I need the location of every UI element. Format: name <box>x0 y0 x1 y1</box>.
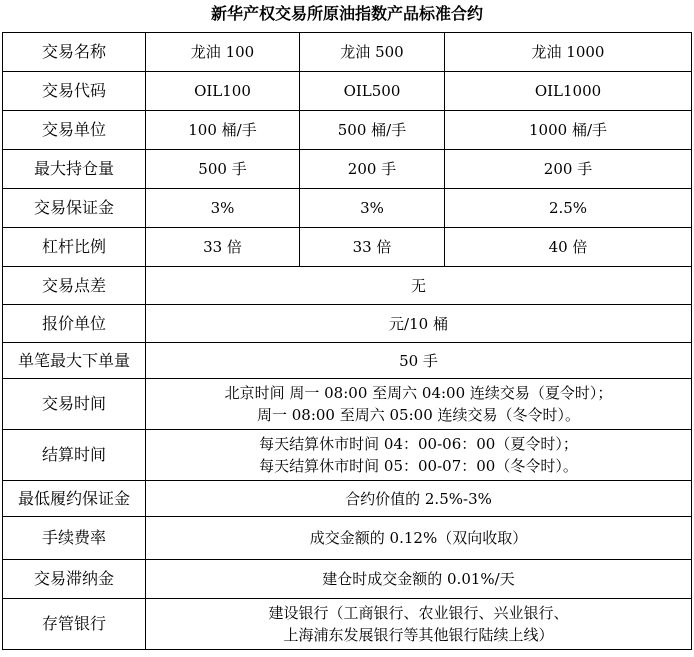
label-trade-code: 交易代码 <box>3 72 146 111</box>
value-trading-hours <box>146 379 692 430</box>
row-trade-name <box>3 33 692 72</box>
settlement-time-line-2: 每天结算休市时间 05：00-07：00（冬令时）。 <box>259 457 578 475</box>
value-max-position-3: 200 手 <box>445 150 692 189</box>
row-min-margin <box>3 481 692 517</box>
trading-hours-line-2: 周一 08:00 至周六 05:00 连续交易（冬令时）。 <box>256 406 581 424</box>
contract-spec-table <box>2 32 692 650</box>
value-max-order: 50 手 <box>146 343 692 379</box>
value-trade-name-2: 龙油 500 <box>300 33 445 72</box>
value-fee-rate: 成交金额的 0.12%（双向收取） <box>146 517 692 560</box>
value-trade-unit-2: 500 桶/手 <box>300 111 445 150</box>
label-trading-hours: 交易时间 <box>3 379 146 430</box>
settlement-time-line-1: 每天结算休市时间 04：00-06：00（夏令时）； <box>259 435 578 453</box>
label-max-position: 最大持仓量 <box>3 150 146 189</box>
value-trade-name-1: 龙油 100 <box>146 33 300 72</box>
row-trade-code <box>3 72 692 111</box>
label-quote-unit: 报价单位 <box>3 305 146 343</box>
value-trade-code-3: OIL1000 <box>445 72 692 111</box>
label-fee-rate: 手续费率 <box>3 517 146 560</box>
label-settlement-time: 结算时间 <box>3 430 146 481</box>
value-late-fee: 建仓时成交金额的 0.01%/天 <box>146 560 692 599</box>
document-title: 新华产权交易所原油指数产品标准合约 <box>210 4 483 23</box>
value-trade-unit-1: 100 桶/手 <box>146 111 300 150</box>
value-leverage-1: 33 倍 <box>146 228 300 267</box>
row-late-fee <box>3 560 692 599</box>
value-leverage-3: 40 倍 <box>445 228 692 267</box>
label-late-fee: 交易滞纳金 <box>3 560 146 599</box>
row-custodian-bank <box>3 599 692 650</box>
label-trade-name: 交易名称 <box>3 33 146 72</box>
value-settlement-time <box>146 430 692 481</box>
row-trade-unit <box>3 111 692 150</box>
row-fee-rate <box>3 517 692 560</box>
custodian-bank-line-1: 建设银行（工商银行、农业银行、兴业银行、 <box>268 604 569 622</box>
trading-hours-line-1: 北京时间 周一 08:00 至周六 04:00 连续交易（夏令时）； <box>224 384 613 402</box>
value-min-margin: 合约价值的 2.5%-3% <box>146 481 692 517</box>
row-max-position <box>3 150 692 189</box>
value-spread: 无 <box>146 267 692 305</box>
value-max-position-1: 500 手 <box>146 150 300 189</box>
row-quote-unit <box>3 305 692 343</box>
row-trade-margin <box>3 189 692 228</box>
label-trade-unit: 交易单位 <box>3 111 146 150</box>
value-quote-unit: 元/10 桶 <box>146 305 692 343</box>
value-trade-margin-2: 3% <box>300 189 445 228</box>
value-trade-margin-1: 3% <box>146 189 300 228</box>
label-spread: 交易点差 <box>3 267 146 305</box>
value-custodian-bank <box>146 599 692 650</box>
row-settlement-time <box>3 430 692 481</box>
label-max-order: 单笔最大下单量 <box>3 343 146 379</box>
value-trade-margin-3: 2.5% <box>445 189 692 228</box>
value-leverage-2: 33 倍 <box>300 228 445 267</box>
row-leverage <box>3 228 692 267</box>
label-leverage: 杠杆比例 <box>3 228 146 267</box>
row-spread <box>3 267 692 305</box>
value-trade-code-1: OIL100 <box>146 72 300 111</box>
label-custodian-bank: 存管银行 <box>3 599 146 650</box>
row-trading-hours <box>3 379 692 430</box>
label-trade-margin: 交易保证金 <box>3 189 146 228</box>
row-max-order <box>3 343 692 379</box>
value-trade-code-2: OIL500 <box>300 72 445 111</box>
value-trade-name-3: 龙油 1000 <box>445 33 692 72</box>
label-min-margin: 最低履约保证金 <box>3 481 146 517</box>
custodian-bank-line-2: 上海浦东发展银行等其他银行陆续上线） <box>283 626 554 644</box>
value-trade-unit-3: 1000 桶/手 <box>445 111 692 150</box>
value-max-position-2: 200 手 <box>300 150 445 189</box>
